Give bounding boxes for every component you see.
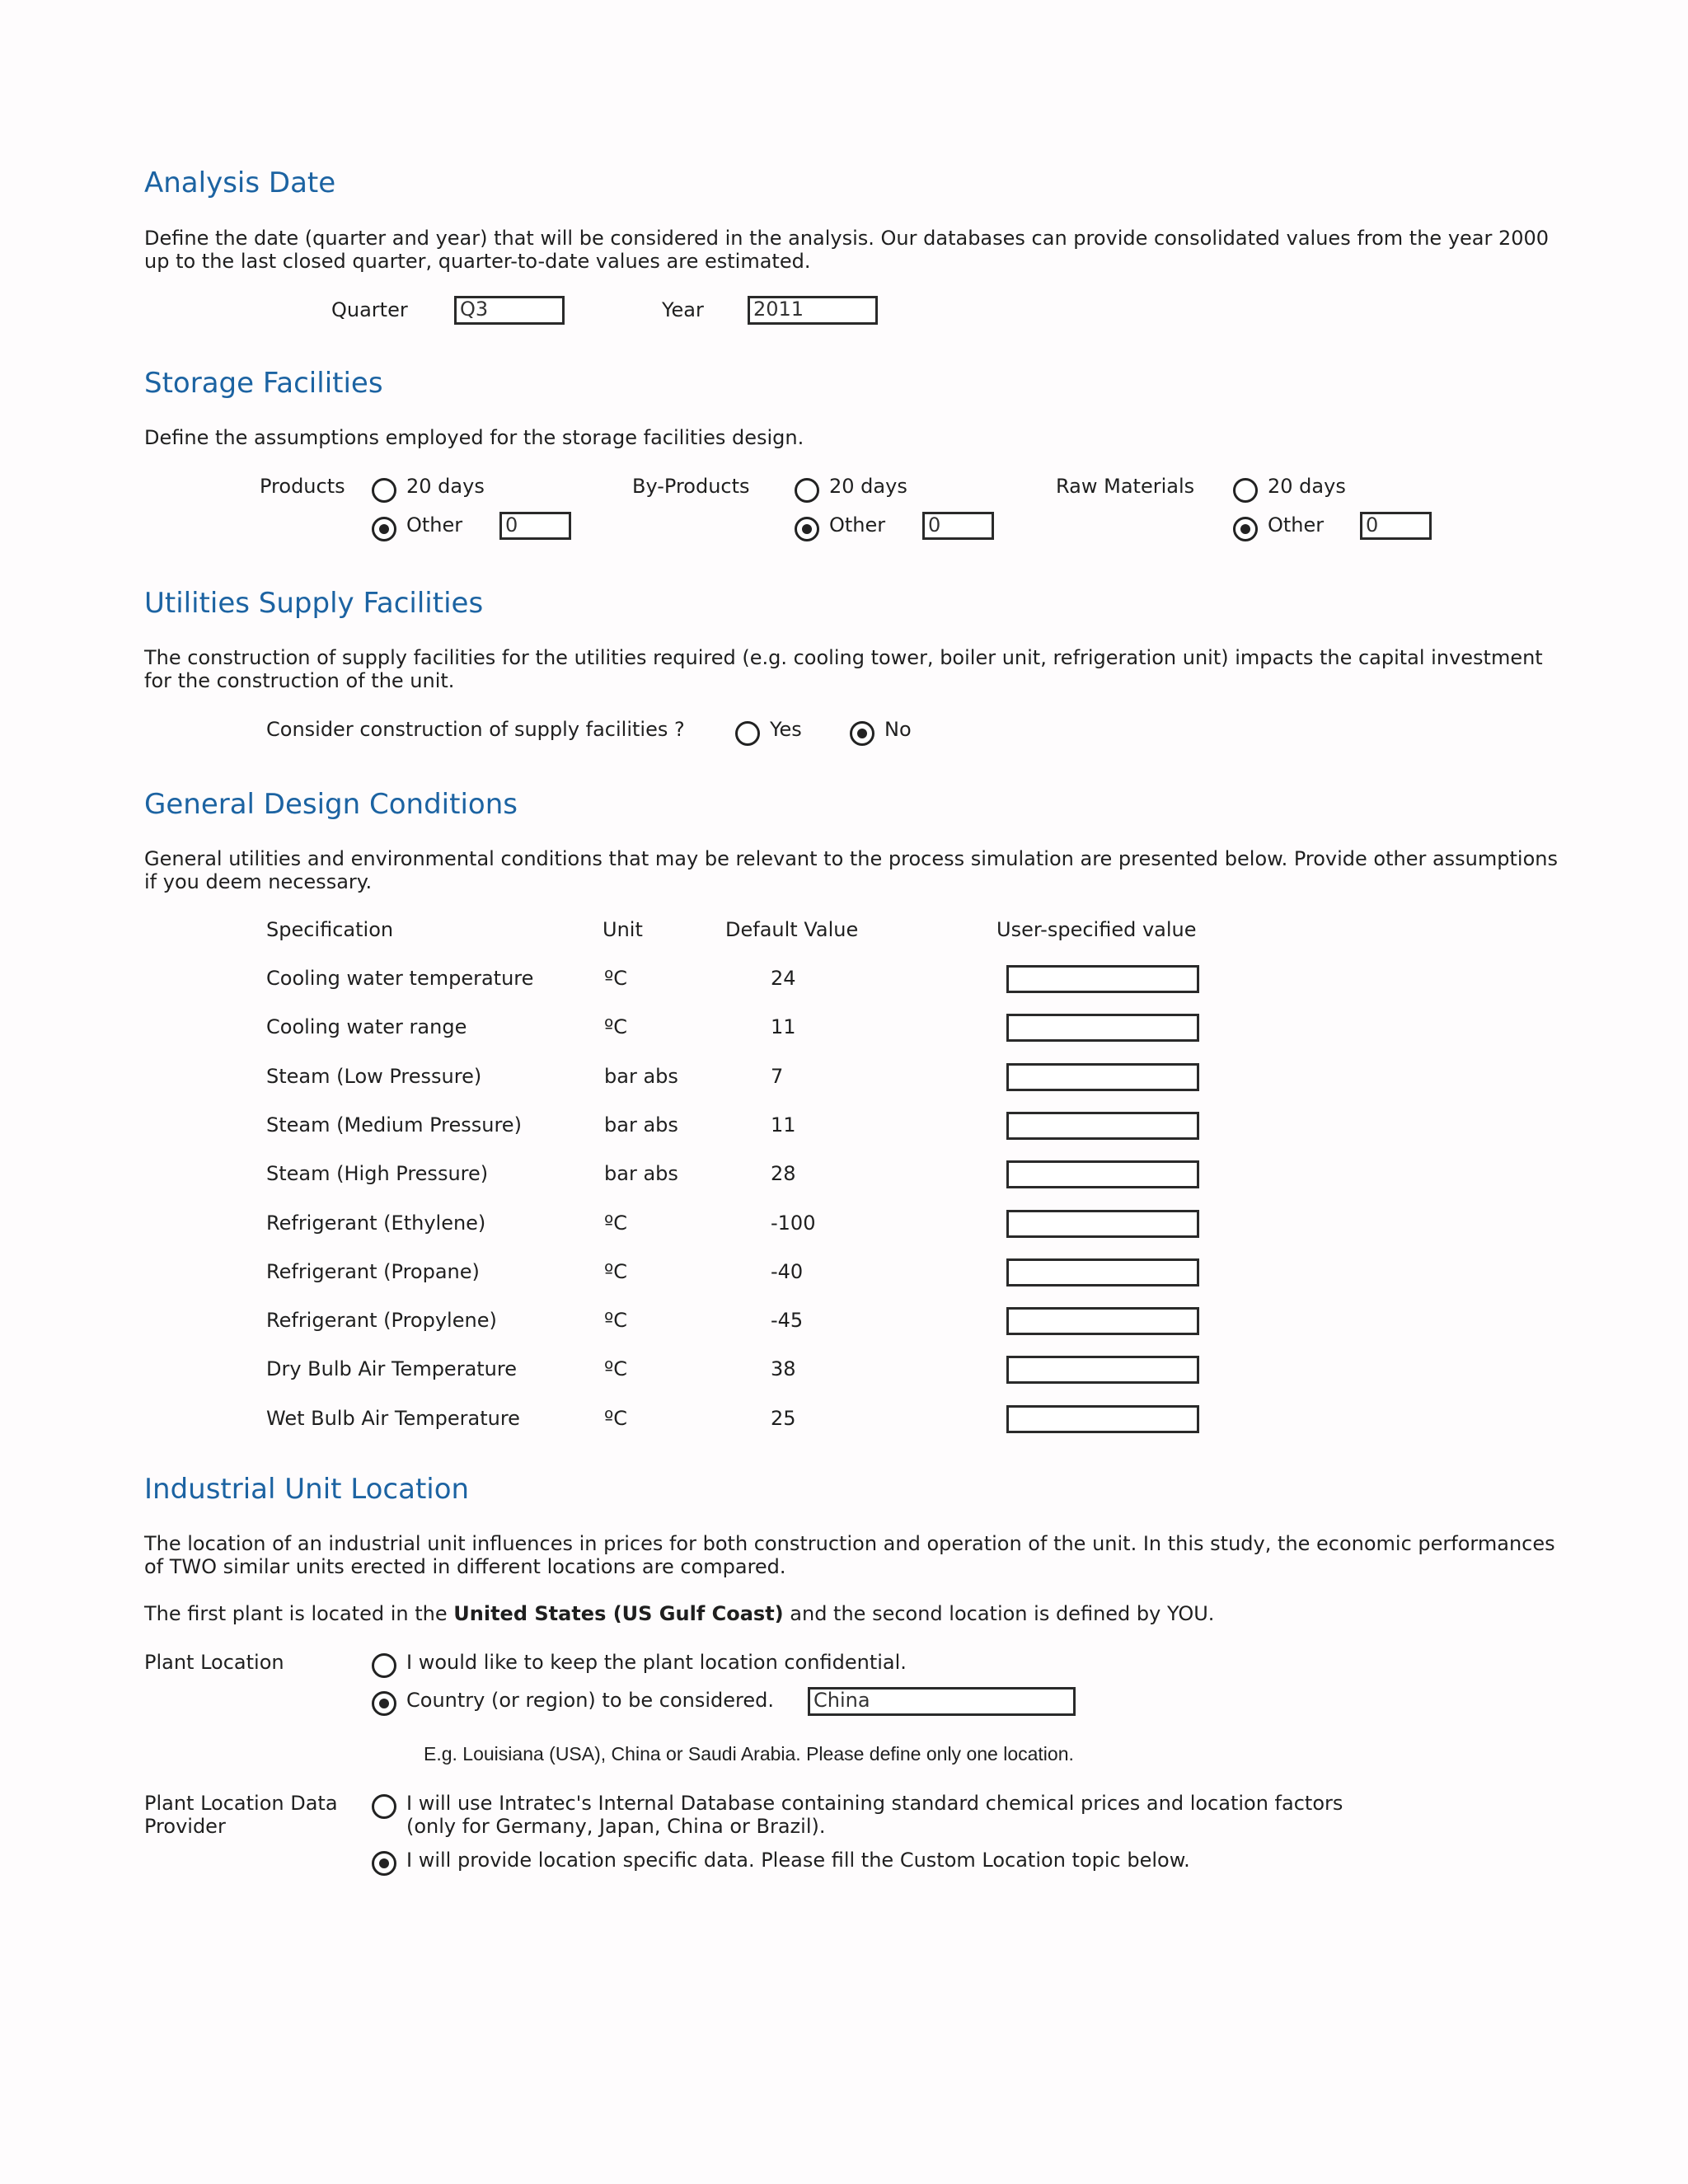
provider-label-line1: Plant Location Data	[144, 1792, 338, 1815]
raw-materials-other-radio[interactable]	[1233, 517, 1258, 541]
supply-facilities-no-label: No	[884, 718, 912, 741]
spec-name: Steam (Medium Pressure)	[266, 1113, 522, 1137]
spec-name: Refrigerant (Propane)	[266, 1260, 480, 1283]
provider-internal-label-line2: (only for Germany, Japan, China or Brazil).	[406, 1815, 826, 1838]
supply-facilities-no-radio[interactable]	[850, 721, 874, 746]
spec-name: Cooling water temperature	[266, 967, 534, 990]
storage-products-label: Products	[260, 475, 345, 498]
spec-default-value: 25	[771, 1407, 796, 1430]
spec-unit: bar abs	[604, 1065, 678, 1088]
provider-internal-label-line1: I will use Intratec's Internal Database containing standard chemical prices and location factors	[406, 1792, 1343, 1815]
spec-default-value: 11	[771, 1015, 796, 1038]
spec-name: Steam (Low Pressure)	[266, 1065, 482, 1088]
raw-materials-other-label: Other	[1268, 513, 1325, 537]
analysis-date-description: Define the date (quarter and year) that will be considered in the analysis. Our databases can provide consolidated values from the year 2000 up to the last closed quarter, quarter-to-date values are estimated.	[144, 227, 1550, 273]
supply-facilities-yes-label: Yes	[770, 718, 802, 741]
spec-default-value: 28	[771, 1162, 796, 1185]
location-confidential-radio[interactable]	[372, 1653, 396, 1678]
location-country-radio[interactable]	[372, 1691, 396, 1716]
spec-unit: ºC	[604, 1357, 628, 1380]
user-value-input[interactable]	[1006, 1063, 1199, 1091]
design-heading: General Design Conditions	[144, 788, 518, 821]
spec-unit: ºC	[604, 1260, 628, 1283]
header-default-value: Default Value	[725, 918, 859, 941]
spec-unit: ºC	[604, 1407, 628, 1430]
spec-unit: ºC	[604, 1309, 628, 1332]
location-confidential-label: I would like to keep the plant location confidential.	[406, 1651, 907, 1674]
design-description: General utilities and environmental conditions that may be relevant to the process simulation are presented below. Provide other assumptions if you deem necessary.	[144, 847, 1558, 893]
user-value-input[interactable]	[1006, 1112, 1199, 1140]
spec-default-value: 24	[771, 967, 796, 990]
by-products-other-input[interactable]: 0	[922, 512, 994, 540]
spec-name: Refrigerant (Propylene)	[266, 1309, 497, 1332]
spec-default-value: 38	[771, 1357, 796, 1380]
spec-unit: ºC	[604, 1015, 628, 1038]
first-plant-statement	[144, 1602, 1562, 1625]
raw-materials-other-input[interactable]: 0	[1360, 512, 1432, 540]
user-value-input[interactable]	[1006, 1258, 1199, 1286]
country-input[interactable]: China	[808, 1687, 1076, 1716]
user-value-input[interactable]	[1006, 965, 1199, 993]
by-products-other-radio[interactable]	[795, 517, 819, 541]
spec-unit: ºC	[604, 967, 628, 990]
year-label: Year	[662, 298, 704, 321]
user-value-input[interactable]	[1006, 1014, 1199, 1042]
spec-unit: bar abs	[604, 1113, 678, 1137]
location-description: The location of an industrial unit influences in prices for both construction and operation of the unit. In this study, the economic performances of TWO similar units erected in different locations are compared.	[144, 1532, 1555, 1578]
products-other-input[interactable]: 0	[499, 512, 571, 540]
spec-name: Wet Bulb Air Temperature	[266, 1407, 520, 1430]
provider-custom-radio[interactable]	[372, 1851, 396, 1876]
spec-default-value: -100	[771, 1212, 816, 1235]
products-other-radio[interactable]	[372, 517, 396, 541]
raw-materials-20-days-radio[interactable]	[1233, 478, 1258, 503]
provider-label-line2: Provider	[144, 1815, 226, 1838]
storage-heading: Storage Facilities	[144, 367, 383, 400]
quarter-input[interactable]: Q3	[454, 296, 565, 325]
spec-unit: bar abs	[604, 1162, 678, 1185]
analysis-date-heading: Analysis Date	[144, 166, 336, 199]
user-value-input[interactable]	[1006, 1405, 1199, 1433]
storage-by-products-label: By-Products	[632, 475, 750, 498]
location-heading: Industrial Unit Location	[144, 1473, 470, 1506]
spec-name: Refrigerant (Ethylene)	[266, 1212, 486, 1235]
products-20-days-label: 20 days	[406, 475, 485, 498]
plant-location-label: Plant Location	[144, 1651, 284, 1674]
products-other-label: Other	[406, 513, 463, 537]
spec-name: Steam (High Pressure)	[266, 1162, 489, 1185]
provider-internal-radio[interactable]	[372, 1794, 396, 1819]
provider-custom-label: I will provide location specific data. Please fill the Custom Location topic below.	[406, 1849, 1190, 1872]
quarter-label: Quarter	[331, 298, 408, 321]
location-country-label: Country (or region) to be considered.	[406, 1689, 774, 1712]
spec-default-value: -45	[771, 1309, 804, 1332]
spec-unit: ºC	[604, 1212, 628, 1235]
spec-default-value: 7	[771, 1065, 784, 1088]
user-value-input[interactable]	[1006, 1160, 1199, 1188]
header-unit: Unit	[603, 918, 643, 941]
storage-description: Define the assumptions employed for the storage facilities design.	[144, 426, 804, 449]
year-input[interactable]: 2011	[748, 296, 878, 325]
first-plant-prefix: The first plant is located in the	[144, 1602, 454, 1625]
utilities-description: The construction of supply facilities for the utilities required (e.g. cooling tower, boiler unit, refrigeration unit) impacts the capital investment for the construction of the unit.	[144, 646, 1543, 692]
location-example-note: E.g. Louisiana (USA), China or Saudi Arabia. Please define only one location.	[424, 1743, 1074, 1765]
by-products-other-label: Other	[829, 513, 886, 537]
products-20-days-radio[interactable]	[372, 478, 396, 503]
by-products-20-days-radio[interactable]	[795, 478, 819, 503]
spec-default-value: -40	[771, 1260, 804, 1283]
user-value-input[interactable]	[1006, 1210, 1199, 1238]
spec-default-value: 11	[771, 1113, 796, 1137]
by-products-20-days-label: 20 days	[829, 475, 907, 498]
storage-raw-materials-label: Raw Materials	[1056, 475, 1195, 498]
first-plant-location: United States (US Gulf Coast)	[453, 1602, 784, 1625]
header-specification: Specification	[266, 918, 394, 941]
spec-name: Cooling water range	[266, 1015, 467, 1038]
supply-facilities-question: Consider construction of supply facilities ?	[266, 718, 685, 741]
user-value-input[interactable]	[1006, 1356, 1199, 1384]
raw-materials-20-days-label: 20 days	[1268, 475, 1346, 498]
first-plant-suffix: and the second location is defined by YOU.	[783, 1602, 1215, 1625]
spec-name: Dry Bulb Air Temperature	[266, 1357, 517, 1380]
user-value-input[interactable]	[1006, 1307, 1199, 1335]
header-user-value: User-specified value	[996, 918, 1197, 941]
supply-facilities-yes-radio[interactable]	[735, 721, 760, 746]
utilities-heading: Utilities Supply Facilities	[144, 587, 484, 620]
